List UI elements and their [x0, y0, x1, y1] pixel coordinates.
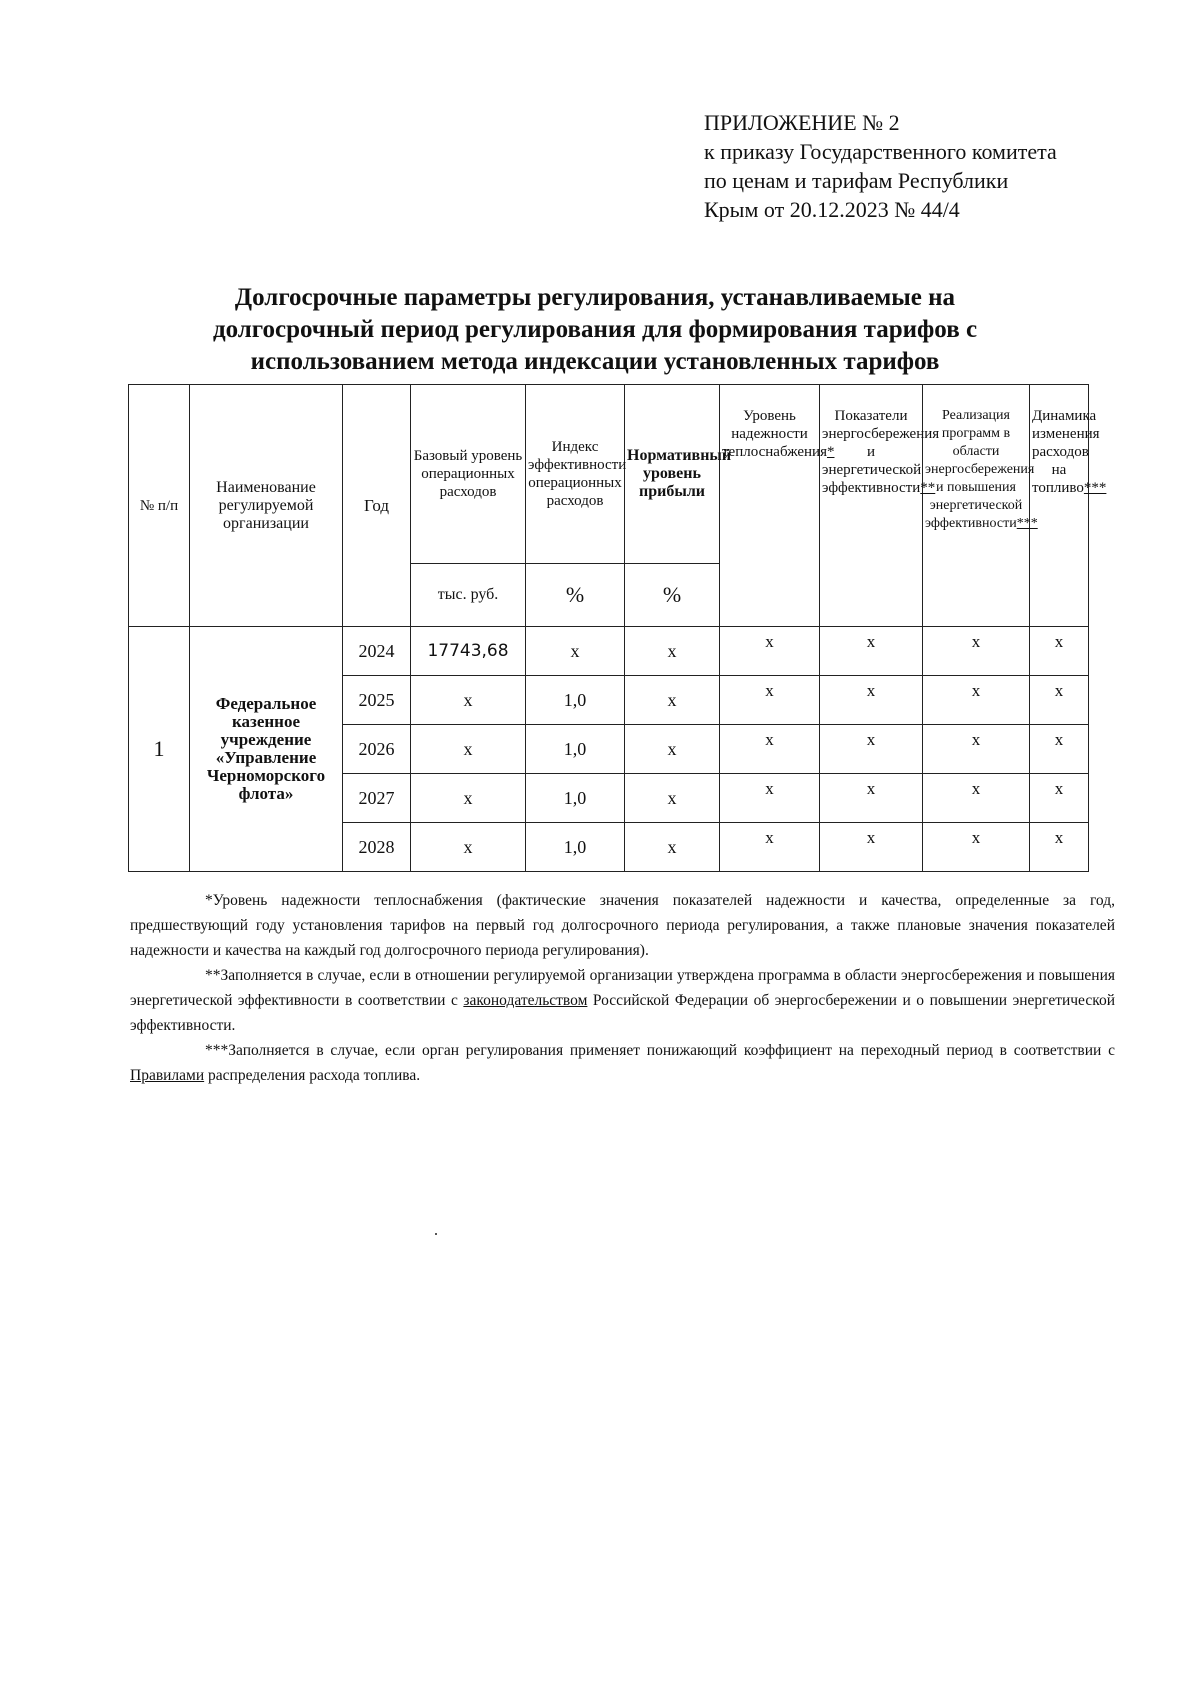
program-cell: х [923, 725, 1030, 774]
profit-cell: х [625, 774, 720, 823]
header-efficiency-index: Индекс эффективности операционных расходов [526, 385, 625, 564]
footnote-mark: *** [1016, 516, 1038, 531]
year-cell: 2025 [343, 676, 411, 725]
footnote-text: ***Заполняется в случае, если орган регулирования применяет понижающий коэффициент на переходный период в соответствии с [205, 1042, 1115, 1059]
title-line: Долгосрочные параметры регулирования, устанавливаемые на [234, 284, 956, 311]
unit-base: тыс. руб. [411, 564, 526, 627]
row-number: 1 [129, 627, 190, 872]
energy-cell: х [820, 823, 923, 872]
reliability-cell: х [720, 627, 820, 676]
energy-cell: х [820, 774, 923, 823]
year-cell: 2028 [343, 823, 411, 872]
reliability-cell: х [720, 676, 820, 725]
rules-link[interactable]: Правилами [130, 1067, 205, 1084]
fuel-cell: х [1030, 823, 1089, 872]
organization-name: Федеральное казенное учреждение «Управление Черноморского флота» [190, 627, 343, 872]
footnote-text: распределения расхода топлива. [204, 1067, 421, 1084]
scan-speck [435, 1233, 437, 1235]
index-cell: 1,0 [526, 774, 625, 823]
header-reliability-text: Уровень надежности теплоснабжения [722, 408, 827, 460]
reliability-cell: х [720, 823, 820, 872]
unit-index: % [526, 564, 625, 627]
year-cell: 2024 [343, 627, 411, 676]
reliability-cell: х [720, 774, 820, 823]
energy-cell: х [820, 725, 923, 774]
year-cell: 2027 [343, 774, 411, 823]
profit-cell: х [625, 823, 720, 872]
appendix-title: ПРИЛОЖЕНИЕ № 2 [704, 110, 900, 135]
base-cell: х [411, 774, 526, 823]
index-cell: 1,0 [526, 823, 625, 872]
header-fuel [1030, 385, 1107, 627]
fuel-cell: х [1030, 774, 1089, 823]
header-reliability [720, 385, 835, 627]
header-profit-level: Нормативный уровень прибыли [625, 385, 720, 564]
index-cell: х [526, 627, 625, 676]
title-line: использованием метода индексации установленных тарифов [250, 348, 940, 375]
profit-cell: х [625, 725, 720, 774]
appendix-header [704, 108, 1057, 224]
base-cell: х [411, 676, 526, 725]
header-program [923, 385, 1038, 627]
fuel-cell: х [1030, 627, 1089, 676]
index-cell: 1,0 [526, 676, 625, 725]
profit-cell: х [625, 676, 720, 725]
legislation-link[interactable]: законодательством [463, 992, 588, 1009]
footnote-fuel [130, 1038, 1115, 1088]
footnote-mark: * [826, 444, 835, 460]
fuel-cell: х [1030, 676, 1089, 725]
energy-cell: х [820, 627, 923, 676]
base-cell: 17743,68 [411, 627, 526, 676]
footnotes [130, 888, 1115, 1088]
footnote-energy [130, 963, 1115, 1038]
program-cell: х [923, 627, 1030, 676]
year-cell: 2026 [343, 725, 411, 774]
program-cell: х [923, 774, 1030, 823]
header-program-text: Реализация программ в области энергосбережения и повышения энергетической эффективности [925, 408, 1035, 531]
document-title [150, 282, 1040, 378]
parameters-table [128, 384, 1107, 872]
header-num: № п/п [129, 385, 190, 627]
profit-cell: х [625, 627, 720, 676]
footnote-reliability: *Уровень надежности теплоснабжения (фактические значения показателей надежности и качества, определенные за год, предшествующий году установления тарифов на первый год долгосрочного периода регулирования, а также плановые значения показателей надежности и качества на каждый год долгосрочного периода регулирования). [130, 892, 1115, 959]
title-line: долгосрочный период регулирования для формирования тарифов с [212, 316, 978, 343]
header-energy-text: Показатели энергосбережения и энергетической эффективности [822, 408, 940, 496]
appendix-line: к приказу Государственного комитета [704, 139, 1057, 164]
program-cell: х [923, 823, 1030, 872]
footnote-text: **Заполняется в случае, если в отношении регулируемой организации утверждена программа в области энергосбережения и повышения энергетической эффективности в соответствии с [130, 967, 1115, 1009]
header-base-expenses: Базовый уровень операционных расходов [411, 385, 526, 564]
index-cell: 1,0 [526, 725, 625, 774]
header-year: Год [343, 385, 411, 627]
footnote-mark: ** [920, 480, 936, 496]
header-energy-saving [820, 385, 940, 627]
appendix-line: Крым от 20.12.2023 № 44/4 [704, 197, 960, 222]
base-cell: х [411, 823, 526, 872]
unit-profit: % [625, 564, 720, 627]
base-cell: х [411, 725, 526, 774]
table-row [129, 627, 1089, 676]
footnote-mark: *** [1083, 480, 1107, 496]
header-fuel-text: Динамика изменения расходов на топливо [1032, 408, 1100, 496]
reliability-cell: х [720, 725, 820, 774]
footnote-text: Российской Федерации об энергосбережении и о повышении энергетической эффективности. [130, 992, 1115, 1034]
energy-cell: х [820, 676, 923, 725]
header-organization: Наименование регулируемой организации [190, 385, 343, 627]
appendix-line: по ценам и тарифам Республики [704, 168, 1009, 193]
program-cell: х [923, 676, 1030, 725]
fuel-cell: х [1030, 725, 1089, 774]
